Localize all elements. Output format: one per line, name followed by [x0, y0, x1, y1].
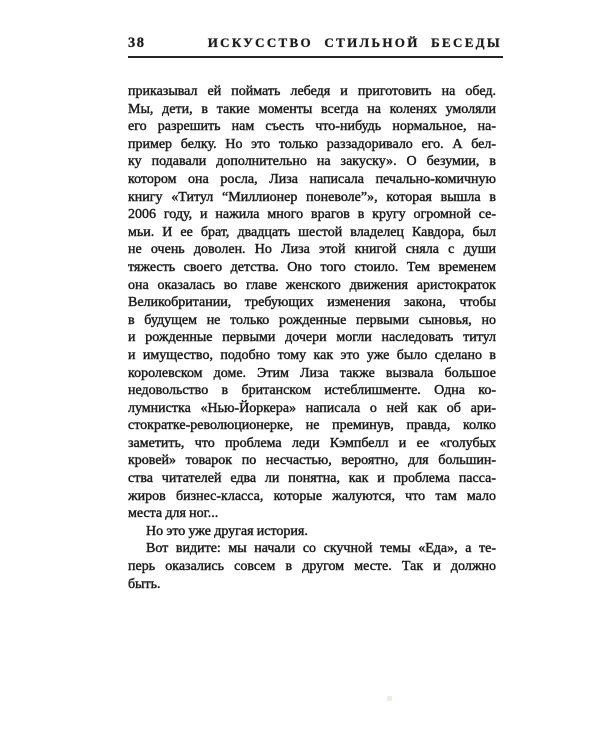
- page-number: 38: [128, 35, 146, 51]
- header-rule: [128, 56, 503, 58]
- text-line: ку подавали дополнительно на закуску». О безумии, в: [128, 154, 496, 170]
- running-title: ИСКУССТВО СТИЛЬНОЙ БЕСЕДЫ: [207, 35, 502, 50]
- page-header: [128, 35, 502, 52]
- text-line: 2006 году, и нажила много врагов в кругу огромной се-: [128, 207, 496, 223]
- text-line: лумнистка «Нью-Йоркера» написала о ней как об ари-: [128, 400, 496, 416]
- text-line: Но это уже другая история.: [146, 523, 308, 539]
- text-line: его разрешить нам съесть что-нибудь нормальное, на-: [128, 119, 496, 135]
- text-line: пример белку. Но это только раззадоривало его. А бел-: [128, 136, 496, 152]
- text-line: недовольство в британском истеблишменте. Одна ко-: [128, 383, 496, 399]
- text-line: кровей» товарок по несчастью, вероятно, для большин-: [128, 453, 496, 469]
- text-line: жиров бизнес-класса, которые жалуются, что там мало: [128, 488, 496, 504]
- text-line: котором она росла, Лиза написала печально-комичную: [128, 171, 496, 187]
- text-line: тяжесть своего детства. Оно того стоило. Тем временем: [128, 259, 496, 275]
- text-line: мьи. И ее брат, двадцать шестой владелец Кавдора, был: [128, 224, 496, 240]
- text-line: приказывал ей поймать лебедя и приготовить на обед.: [128, 84, 496, 99]
- page-body: [128, 83, 496, 593]
- text-line: ства читателей едва ли понятна, как и проблема пасса-: [128, 471, 496, 487]
- text-line: перь оказались совсем в другом месте. Так и должно: [128, 559, 496, 575]
- text-line: в будущем не только рожденные первыми сыновья, но: [128, 312, 496, 328]
- text-line: заметить, что проблема леди Кэмпбелл и ее «голубых: [128, 435, 496, 451]
- text-line: стократке-революционерке, не преминув, правда, колко: [128, 418, 496, 434]
- text-line: книгу «Титул “Миллионер поневоле”», которая вышла в: [128, 189, 496, 205]
- text-line: Мы, дети, в такие моменты всегда на коленях умоляли: [128, 101, 496, 117]
- scan-artifact-dot: [387, 696, 392, 701]
- text-line: она оказалась во главе женского движения аристократок: [128, 277, 496, 293]
- text-line: королевском доме. Этим Лиза также вызвала большое: [128, 365, 496, 381]
- text-line: не очень доволен. Но Лиза этой книгой сняла с души: [128, 242, 496, 258]
- text-line: и рожденные первыми дочери могли наследовать титул: [128, 330, 496, 346]
- text-line: быть.: [128, 576, 161, 592]
- text-line: Великобритании, требующих изменения закона, чтобы: [128, 295, 496, 311]
- text-line: Вот видите: мы начали со скучной темы «Еда», а те-: [146, 541, 496, 557]
- text-line: и имущество, подобно тому как это уже было сделано в: [128, 347, 496, 363]
- text-line: места для ног...: [128, 506, 219, 522]
